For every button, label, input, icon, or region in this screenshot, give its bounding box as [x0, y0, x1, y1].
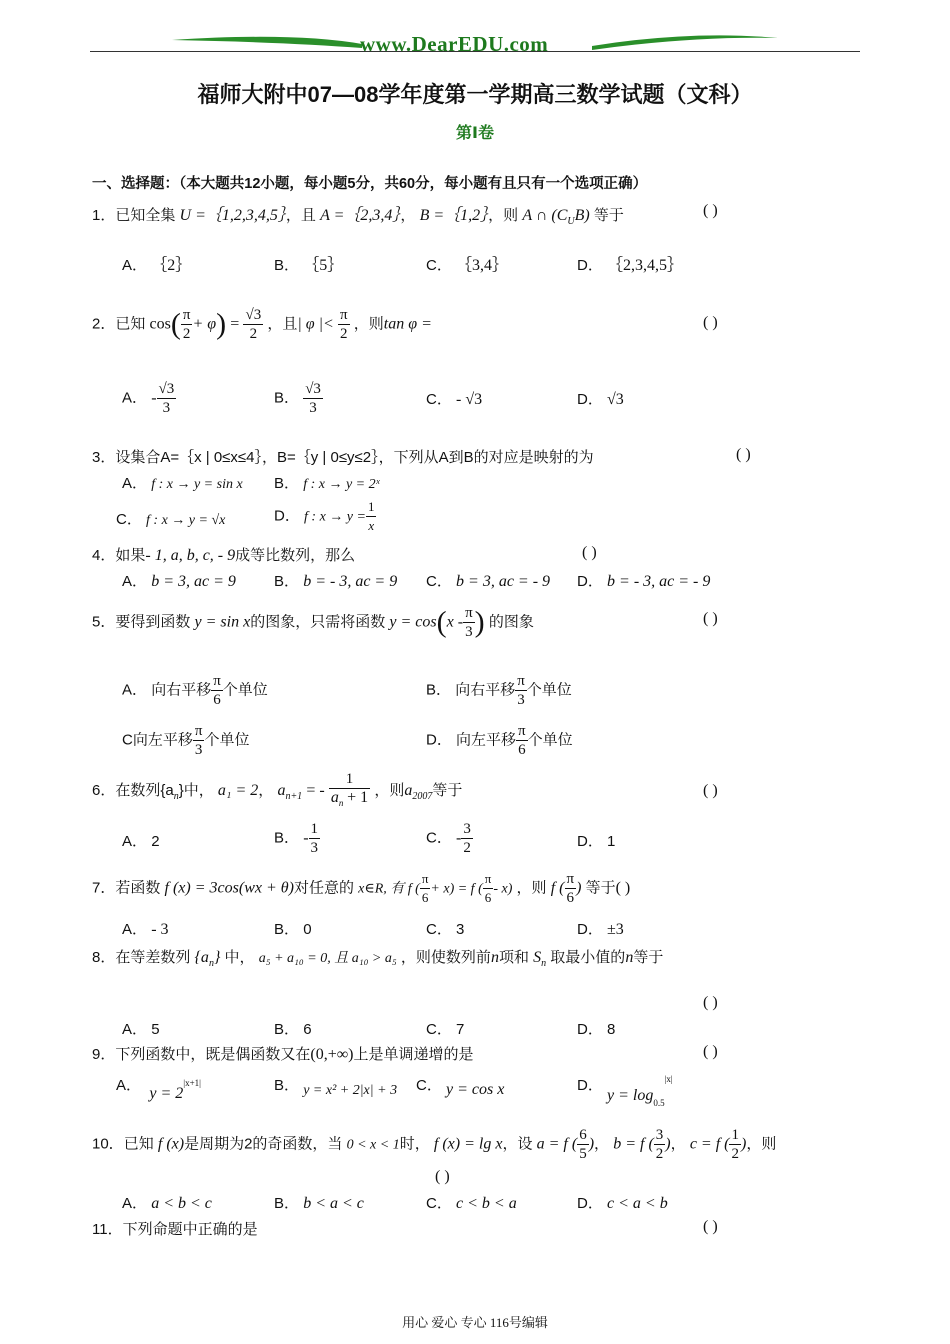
q7-option-a[interactable]: A． - 3: [122, 921, 169, 938]
question-5: 5．要得到函数 y = sin x的图象，只需将函数 y = cos(x - $\frac{\pi}{3}$ ) 的图象: [92, 605, 534, 640]
question-8: 8．在等差数列 $\{a_n\}$ 中， a₅ + a₁₀ = 0, 且 a₁₀ > a₅ ，则使数列前n项和 $S_n$ 取最小值的n等于: [92, 949, 664, 969]
q9-option-c[interactable]: C． y = cos x: [416, 1077, 505, 1098]
q3-option-a[interactable]: A． f : x → y = sin x: [122, 475, 243, 492]
q5-option-d[interactable]: D． 向左平移 $\frac{\pi}{6}$ 个单位: [426, 723, 573, 758]
volume-label: 第Ⅰ卷: [456, 125, 494, 142]
q10-option-c[interactable]: C． c < b < a: [426, 1195, 517, 1212]
q9-option-d[interactable]: D． $y = \log_{0.5}^{|x|}$: [577, 1074, 673, 1108]
question-6: 6．在数列$\{a_n\}$中， a₁ = 2， $a_{n+1}$ = - $\frac{1}{a_n + 1}$ ，则$a_{2007}$等于: [92, 771, 463, 808]
answer-blank[interactable]: ( ): [703, 994, 718, 1011]
answer-blank[interactable]: ( ): [703, 314, 718, 331]
q6-option-d[interactable]: D． 1: [577, 833, 616, 850]
q4-option-c[interactable]: C． b = 3, ac = - 9: [426, 573, 551, 590]
q7-option-d[interactable]: D． ±3: [577, 921, 624, 938]
q4-option-a[interactable]: A． b = 3, ac = 9: [122, 573, 236, 590]
q1-option-b[interactable]: B． ｛5｝: [274, 257, 344, 274]
section-heading: 一、选择题：（本大题共12小题，每小题5分，共60分，每小题有且只有一个选项正确）: [92, 176, 648, 192]
q2-option-b[interactable]: B． $\frac{√3}{3}$: [274, 381, 321, 416]
page-title: 福师大附中07—08学年度第一学期高三数学试题（文科）: [197, 82, 753, 107]
q9-option-b[interactable]: B． y = x² + 2|x| + 3: [274, 1077, 398, 1098]
q10-option-a[interactable]: A． a < b < c: [122, 1195, 212, 1212]
answer-blank[interactable]: ( ): [703, 1218, 718, 1235]
site-logo-text[interactable]: www.DearEDU.com: [360, 32, 549, 56]
question-2: 2．已知 cos( $\frac{\pi}{2}$ + φ) = $\frac{√3}{2}$ ，且| φ |< $\frac{\pi}{2}$ ，则tan φ =: [92, 307, 432, 342]
q10-option-d[interactable]: D． c < a < b: [577, 1195, 668, 1212]
question-4: 4．如果- 1, a, b, c, - 9成等比数列，那么: [92, 547, 356, 564]
q3-option-c[interactable]: C． f : x → y = √x: [116, 511, 226, 528]
q5-option-a[interactable]: A． 向右平移 $\frac{\pi}{6}$ 个单位: [122, 673, 268, 708]
question-1: 1．已知全集 U =｛1,2,3,4,5｝，且 A =｛2,3,4｝， B =｛1,2｝，则 A ∩ $(C_UB)$ 等于: [92, 207, 624, 227]
q8-option-b[interactable]: B． 6: [274, 1021, 312, 1038]
answer-blank[interactable]: ( ): [615, 879, 631, 897]
question-10: 10．已知 f (x)是周期为2的奇函数，当 0 < x < 1时， f (x) = lg x，设 a = f ( $\frac{6}{5}$ )， b = f ( $\frac{3}{2}$ )， c = f ( $\frac{1}{2}$ )，则: [92, 1127, 777, 1162]
q7-option-c[interactable]: C． 3: [426, 921, 465, 938]
q3-option-d[interactable]: D． f : x → y = $\frac{1}{x}$: [274, 499, 375, 533]
answer-blank[interactable]: ( ): [703, 202, 718, 219]
page-footer: 用心 爱心 专心 116号编辑: [402, 1315, 548, 1330]
q6-option-a[interactable]: A． 2: [122, 833, 160, 850]
question-7: 7．若函数 f (x) = 3cos(wx + θ)对任意的 x∈R, 有 f ( $\frac{\pi}{6}$ + x) = f ( $\frac{\pi}{6}$ - x) ，则 f ( $\frac{\pi}{6}$ ) 等于( ): [92, 871, 631, 906]
answer-blank[interactable]: ( ): [435, 1168, 450, 1185]
answer-blank[interactable]: ( ): [703, 1043, 718, 1060]
q3-option-b[interactable]: B． f : x → y = 2ˣ: [274, 475, 380, 492]
q2-option-a[interactable]: A． - $\frac{√3}{3}$: [122, 381, 175, 416]
question-3: 3．设集合A=｛x | 0≤x≤4｝，B=｛y | 0≤y≤2｝，下列从A到B的对应是映射的为: [92, 449, 594, 466]
answer-blank[interactable]: ( ): [703, 782, 718, 799]
q8-option-a[interactable]: A． 5: [122, 1021, 160, 1038]
q10-option-b[interactable]: B． b < a < c: [274, 1195, 364, 1212]
q8-option-c[interactable]: C． 7: [426, 1021, 465, 1038]
q2-option-c[interactable]: C． - √3: [426, 391, 483, 408]
answer-blank[interactable]: ( ): [736, 446, 751, 463]
q7-option-b[interactable]: B． 0: [274, 921, 312, 938]
q2-option-d[interactable]: D． √3: [577, 391, 624, 408]
header-divider: [90, 51, 860, 52]
q6-option-b[interactable]: B． - $\frac{1}{3}$: [274, 821, 319, 856]
question-9: 9．下列函数中，既是偶函数又在(0,+∞)上是单调递增的是: [92, 1046, 474, 1063]
q9-option-a[interactable]: A． $y = 2^{|x+1|}$: [116, 1077, 201, 1102]
answer-blank[interactable]: ( ): [582, 544, 597, 561]
q8-option-d[interactable]: D． 8: [577, 1021, 616, 1038]
q5-option-b[interactable]: B． 向右平移 $\frac{\pi}{3}$ 个单位: [426, 673, 572, 708]
q6-option-c[interactable]: C． - $\frac{3}{2}$: [426, 821, 471, 856]
q4-option-d[interactable]: D． b = - 3, ac = - 9: [577, 573, 711, 590]
q4-option-b[interactable]: B． b = - 3, ac = 9: [274, 573, 398, 590]
answer-blank[interactable]: ( ): [703, 610, 718, 627]
q1-option-c[interactable]: C． ｛3,4｝: [426, 257, 509, 274]
q1-option-a[interactable]: A． ｛2｝: [122, 257, 192, 274]
question-11: 11．下列命题中正确的是: [92, 1221, 258, 1238]
q5-option-c[interactable]: C向左平移 $\frac{\pi}{3}$ 个单位: [122, 723, 250, 758]
q1-option-d[interactable]: D． ｛2,3,4,5｝: [577, 257, 684, 274]
